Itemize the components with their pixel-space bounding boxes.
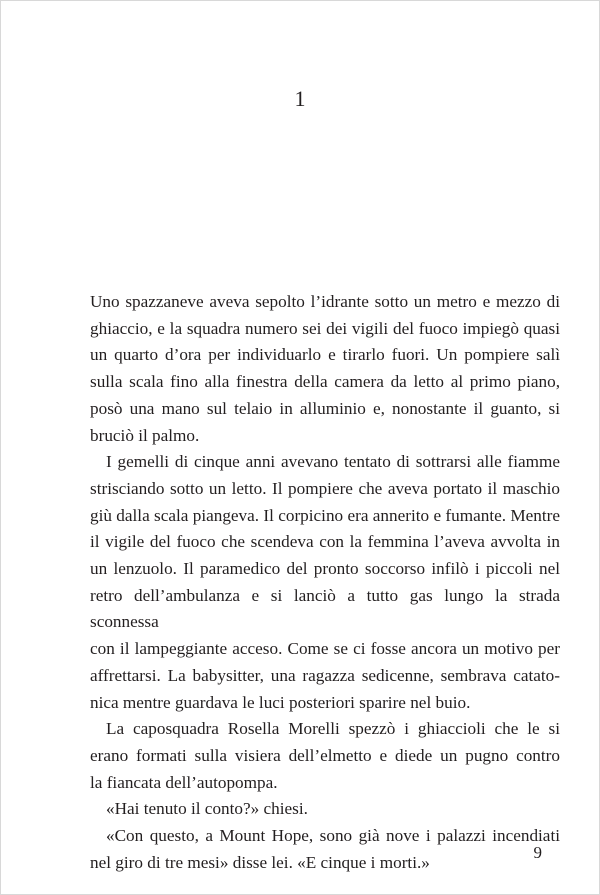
text-line: giù dalla scala piangeva. Il corpicino era annerito e fumante. Mentre (90, 505, 560, 525)
text-line: un quarto d’ora per individuarlo e tirarlo fuori. Un pompiere salì (90, 345, 560, 365)
text-line: bruciò il palmo. (90, 425, 200, 445)
text-line: «Con questo, a Mount Hope, sono già nove i palazzi incendiati (106, 826, 560, 846)
text-line: posò una mano sul telaio in alluminio e, nonostante il guanto, si (90, 398, 560, 418)
chapter-number: 1 (294, 86, 306, 111)
text-line: «Hai tenuto il conto?» chiesi. (106, 799, 308, 819)
text-line: Uno spazzaneve aveva sepolto l’idrante sotto un metro e mezzo di (90, 292, 560, 311)
text-line: La caposquadra Rosella Morelli spezzò i ghiaccioli che le si (106, 719, 560, 739)
text-line: sulla scala fino alla finestra della camera da letto al primo piano, (90, 372, 560, 392)
text-line: retro dell’ambulanza e si lanciò a tutto gas lungo la strada sconnessa (90, 585, 560, 632)
text-line: con il lampeggiante acceso. Come se ci fosse ancora un motivo per (90, 639, 560, 659)
page-number: 9 (533, 843, 542, 862)
text-line: strisciando sotto un letto. Il pompiere che aveva portato il maschio (90, 478, 560, 498)
text-line: un lenzuolo. Il paramedico del pronto soccorso infilò i piccoli nel (90, 559, 560, 579)
text-line: I gemelli di cinque anni avevano tentato di sottrarsi alle fiamme (106, 452, 560, 472)
text-line: nica mentre guardava le luci posteriori sparire nel buio. (90, 692, 471, 712)
text-line: erano formati sulla visiera dell’elmetto e diede un pugno contro (90, 745, 560, 765)
text-line: ghiaccio, e la squadra numero sei dei vigili del fuoco impiegò quasi (90, 318, 560, 338)
text-line: affrettarsi. La babysitter, una ragazza sedicenne, sembrava catato- (90, 665, 560, 685)
text-line: il vigile del fuoco che scendeva con la femmina l’aveva avvolta in (90, 532, 560, 552)
text-line: la fiancata dell’autopompa. (90, 772, 278, 792)
body-text (90, 289, 560, 876)
text-line: nel giro di tre mesi» disse lei. «E cinque i morti.» (90, 852, 430, 872)
